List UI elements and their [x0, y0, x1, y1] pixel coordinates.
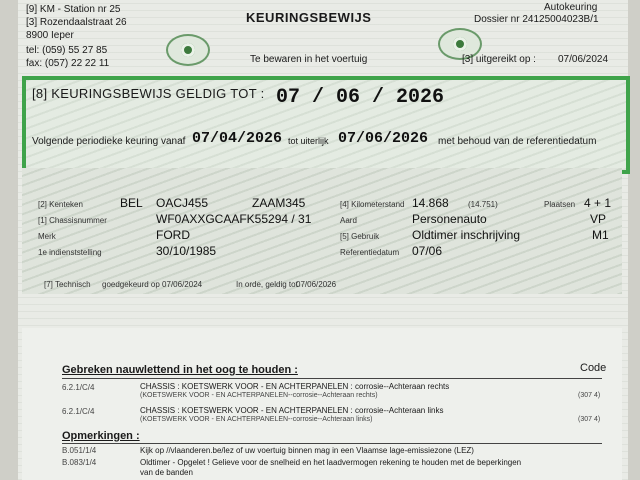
make-label: Merk	[38, 232, 56, 241]
defect-main: CHASSIS : KOETSWERK VOOR - EN ACHTERPANELEN : corrosie--Achteraan links	[140, 406, 444, 415]
first-registration-value: 30/10/1985	[156, 244, 217, 258]
technical-label: [7] Technisch	[44, 280, 91, 289]
vehicle-data	[22, 168, 622, 294]
defect-code: 6.2.1/C/4	[62, 383, 95, 392]
plate-number: OACJ455	[156, 196, 209, 210]
defects-heading: Gebreken nauwlettend in het oog te houden :	[62, 364, 298, 376]
organisation: Autokeuring	[544, 2, 598, 13]
first-registration-label: 1e indienststelling	[38, 248, 102, 257]
office-tel: tel: (059) 55 27 85	[26, 45, 108, 56]
next-inspection-prefix: Volgende periodieke keuring vanaf	[32, 136, 186, 147]
issued-label: [3] uitgereikt op :	[462, 54, 536, 65]
next-inspection-mid: tot uiterlijk	[288, 136, 329, 146]
defect-main: CHASSIS : KOETSWERK VOOR - EN ACHTERPANELEN : corrosie--Achteraan rechts	[140, 382, 450, 391]
remark-text: Kijk op //vlaanderen.be/lez of uw voertuig binnen mag in een Vlaamse lage-emissiezone (LEZ)	[140, 446, 474, 455]
kind-label: Aard	[340, 216, 357, 225]
eye-logo-icon	[166, 34, 210, 66]
km-label: [4] Kilometerstand	[340, 200, 405, 209]
divider	[62, 378, 602, 379]
use-value: Oldtimer inschrijving	[412, 228, 521, 242]
next-inspection-until: 07/06/2026	[338, 130, 429, 147]
defect-code: 6.2.1/C/4	[62, 407, 95, 416]
next-inspection-from: 07/04/2026	[192, 130, 283, 147]
remark-code: B.051/1/4	[62, 446, 97, 455]
issued-date: 07/06/2024	[558, 54, 609, 65]
seats-label: Plaatsen	[544, 200, 576, 209]
defect-sub: (KOETSWERK VOOR - EN ACHTERPANELEN--corrosie--Achteraan rechts)	[140, 392, 378, 399]
findings-section	[22, 328, 622, 480]
km-value: 14.868	[412, 196, 449, 210]
validity-date: 07 / 06 / 2026	[276, 86, 445, 109]
vehicle-code: ZAAM345	[252, 196, 306, 210]
remark-text-continued: van de banden	[140, 468, 193, 477]
seats-value: 4 + 1	[584, 196, 612, 210]
technical-approved: goedgekeurd op 07/06/2024	[102, 280, 203, 289]
code-header: Code	[580, 362, 607, 374]
use-code: M1	[592, 228, 609, 242]
vin-value: WF0AXXGCAAFK55294 / 31	[156, 212, 312, 226]
plate-label: [2] Kenteken	[38, 200, 83, 209]
validity-box	[22, 76, 630, 174]
defect-sub: (KOETSWERK VOOR - EN ACHTERPANELEN--corrosie--Achteraan links)	[140, 416, 373, 423]
in-order-date: 07/06/2026	[296, 280, 337, 289]
make-value: FORD	[156, 228, 190, 242]
divider	[62, 443, 602, 444]
office-line1: [9] KM - Station nr 25	[26, 4, 121, 15]
km-previous: (14.751)	[468, 200, 498, 209]
in-order-label: In orde, geldig tot	[236, 280, 298, 289]
inspection-certificate	[18, 0, 628, 480]
kind-code: VP	[590, 212, 607, 226]
dossier-number: Dossier nr 24125004023B/1	[474, 14, 599, 25]
use-label: [5] Gebruik	[340, 232, 380, 241]
reference-date-value: 07/06	[412, 244, 443, 258]
remark-code: B.083/1/4	[62, 458, 97, 467]
office-fax: fax: (057) 22 22 11	[26, 58, 110, 69]
validity-label: [8] KEURINGSBEWIJS GELDIG TOT :	[32, 86, 265, 101]
plate-country: BEL	[120, 196, 143, 210]
office-line2: [3] Rozendaalstraat 26	[26, 17, 127, 28]
document-title: KEURINGSBEWIJS	[246, 10, 372, 25]
remark-text: Oldtimer - Opgelet ! Gelieve voor de snelheid en het laadvermogen rekening te houden met de beperkingen	[140, 458, 522, 467]
reference-date-label: Referentiedatum	[340, 248, 400, 257]
remarks-heading: Opmerkingen :	[62, 430, 140, 442]
keep-in-vehicle-note: Te bewaren in het voertuig	[250, 54, 368, 65]
next-inspection-suffix: met behoud van de referentiedatum	[438, 136, 597, 147]
defect-ref: (307 4)	[578, 416, 601, 423]
kind-value: Personenauto	[412, 212, 487, 226]
vin-label: [1] Chassisnummer	[38, 216, 107, 225]
defect-ref: (307 4)	[578, 392, 601, 399]
office-line3: 8900 Ieper	[26, 30, 74, 41]
